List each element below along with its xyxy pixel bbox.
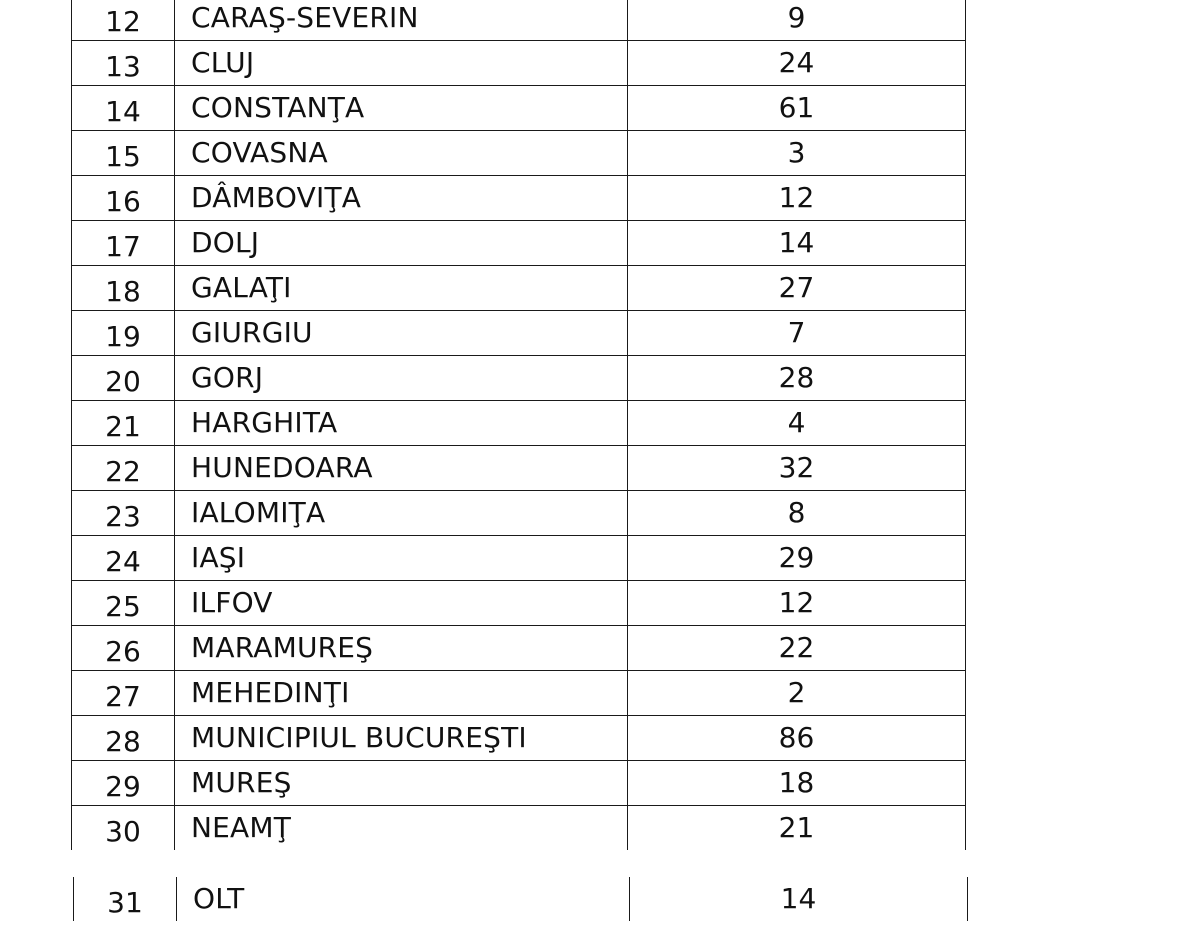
county-value: 22 — [628, 626, 966, 671]
county-name: HUNEDOARA — [175, 446, 628, 491]
county-value: 61 — [628, 86, 966, 131]
county-name: HARGHITA — [175, 401, 628, 446]
table-row — [72, 176, 966, 221]
county-value: 3 — [628, 131, 966, 176]
county-value: 12 — [628, 581, 966, 626]
county-name: OLT — [177, 877, 630, 921]
county-name: GALAŢI — [175, 266, 628, 311]
county-value: 4 — [628, 401, 966, 446]
row-number: 18 — [72, 266, 175, 311]
table-row — [72, 581, 966, 626]
county-value: 9 — [628, 0, 966, 41]
table-row — [72, 41, 966, 86]
county-name: MUREŞ — [175, 761, 628, 806]
table-row — [72, 0, 966, 41]
county-name: DOLJ — [175, 221, 628, 266]
next-page-table-grid — [73, 877, 968, 921]
table-row — [72, 761, 966, 806]
row-number: 27 — [72, 671, 175, 716]
row-number: 21 — [72, 401, 175, 446]
row-number: 15 — [72, 131, 175, 176]
table-row — [72, 536, 966, 581]
table-row — [72, 446, 966, 491]
table-row — [72, 266, 966, 311]
county-name: IALOMIŢA — [175, 491, 628, 536]
row-number: 26 — [72, 626, 175, 671]
table-row — [72, 86, 966, 131]
row-number: 13 — [72, 41, 175, 86]
row-number: 14 — [72, 86, 175, 131]
table-row — [72, 311, 966, 356]
county-name: GIURGIU — [175, 311, 628, 356]
table-row — [72, 401, 966, 446]
table-row — [72, 716, 966, 761]
table-row — [72, 491, 966, 536]
row-number: 19 — [72, 311, 175, 356]
county-name: MEHEDINŢI — [175, 671, 628, 716]
row-number: 16 — [72, 176, 175, 221]
table-row — [72, 221, 966, 266]
county-value: 27 — [628, 266, 966, 311]
row-number: 17 — [72, 221, 175, 266]
county-name: CARAŞ-SEVERIN — [175, 0, 628, 41]
county-name: DÂMBOVIŢA — [175, 176, 628, 221]
row-number: 25 — [72, 581, 175, 626]
table-row — [72, 356, 966, 401]
row-number: 12 — [72, 0, 175, 41]
county-value: 28 — [628, 356, 966, 401]
table-row — [72, 806, 966, 851]
row-number: 20 — [72, 356, 175, 401]
county-value: 29 — [628, 536, 966, 581]
table-row — [72, 131, 966, 176]
county-name: ILFOV — [175, 581, 628, 626]
county-value: 14 — [628, 221, 966, 266]
county-name: GORJ — [175, 356, 628, 401]
county-table — [71, 0, 966, 850]
row-number: 29 — [72, 761, 175, 806]
county-name: CONSTANŢA — [175, 86, 628, 131]
county-value: 7 — [628, 311, 966, 356]
county-table-grid — [71, 0, 966, 850]
next-page-table — [73, 877, 968, 937]
county-name: IAŞI — [175, 536, 628, 581]
row-number: 28 — [72, 716, 175, 761]
county-value: 21 — [628, 806, 966, 851]
table-row — [74, 877, 968, 921]
county-value: 8 — [628, 491, 966, 536]
county-name: MUNICIPIUL BUCUREŞTI — [175, 716, 628, 761]
row-number: 23 — [72, 491, 175, 536]
county-name: CLUJ — [175, 41, 628, 86]
table-body — [72, 0, 966, 850]
table-row — [72, 626, 966, 671]
county-value: 18 — [628, 761, 966, 806]
county-value: 24 — [628, 41, 966, 86]
county-value: 2 — [628, 671, 966, 716]
row-number: 24 — [72, 536, 175, 581]
county-name: MARAMUREŞ — [175, 626, 628, 671]
row-number: 30 — [72, 806, 175, 851]
county-value: 12 — [628, 176, 966, 221]
county-value: 32 — [628, 446, 966, 491]
row-number: 22 — [72, 446, 175, 491]
county-value: 86 — [628, 716, 966, 761]
county-name: NEAMŢ — [175, 806, 628, 851]
row-number: 31 — [74, 877, 177, 921]
county-value: 14 — [630, 877, 968, 921]
table-row — [72, 671, 966, 716]
county-name: COVASNA — [175, 131, 628, 176]
